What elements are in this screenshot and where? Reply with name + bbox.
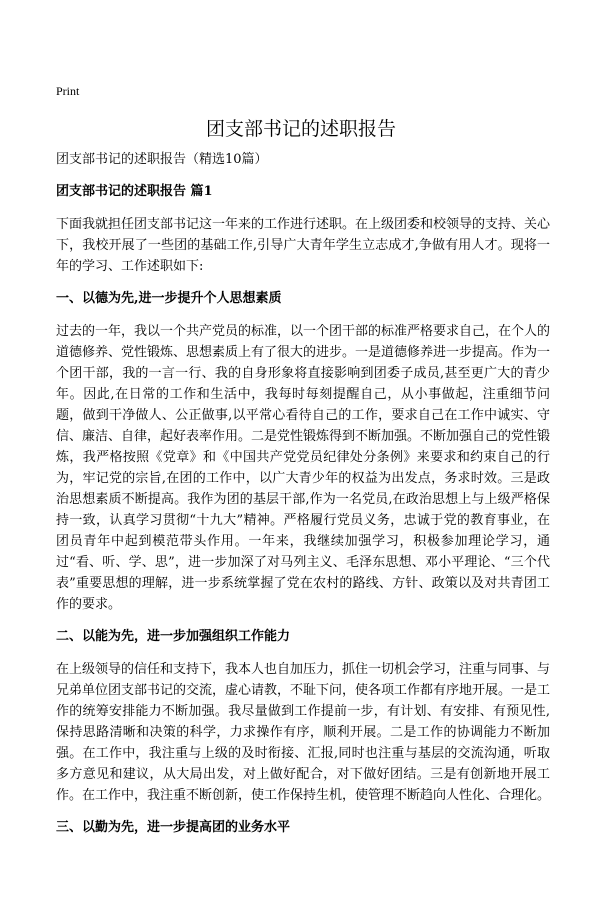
section-heading-3: 三、以勤为先，进一步提高团的业务水平 [56, 820, 291, 835]
document-content [56, 150, 550, 850]
print-label: Print [56, 84, 80, 98]
article-heading: 团支部书记的述职报告 篇1 [56, 184, 213, 199]
intro-paragraph: 下面我就担任团支部书记这一年来的工作进行述职。在上级团委和校领导的支持、关心下，我校开展了一些团的基础工作,引导广大青年学生立志成才,争做有用人才。现将一年的学习、工作述职如下: [56, 217, 551, 274]
document-title: 团支部书记的述职报告 [205, 118, 396, 140]
section-body-2: 在上级领导的信任和支持下，我本人也自加压力，抓住一切机会学习，注重与同事、与兄弟单位团支部书记的交流，虚心请教，不耻下问，使各项工作都有序地开展。一是工作的统筹安排能力不断加强。我尽量做到工作提前一步，有计划、有安排、有预见性,保持思路清晰和决策的科学，力求操作有序，顺利开展。二是工作的协调能力不断加强。在工作中，我注重与上级的及时衔接、汇报,同时也注重与基层的交流沟通，听取多方意见和建议，从大局出发，对上做好配合，对下做好团结。三是有创新地开展工作。在工作中，我注重不断创新，使工作保持生机，使管理不断趋向人性化、合理化。 [56, 662, 551, 803]
section-heading-2: 二、以能为先，进一步加强组织工作能力 [56, 629, 291, 644]
section-body-1: 过去的一年，我以一个共产党员的标准，以一个团干部的标准严格要求自己，在个人的道德修养、党性锻炼、思想素质上有了很大的进步。一是道德修养进一步提高。作为一个团干部，我的一言一行、我的自身形象将直接影响到团委子成员,甚至更广大的青少年。因此,在日常的工作和生活中，我每时每刻提醒自己，从小事做起，注重细节问题，做到干净做人、公正做事,以平常心看待自己的工作，要求自己在工作中诚实、守信、廉洁、自律，起好表率作用。二是党性锻炼得到不断加强。不断加强自己的党性锻炼，我严格按照《党章》和《中国共产党党员纪律处分条例》来要求和约束自己的行为，牢记党的宗旨,在团的工作中，以广大青少年的权益为出发点，务求时效。三是政治思想素质不断提高。我作为团的基层干部,作为一名党员,在政治思想上与上级严格保持一致，认真学习贯彻“十九大”精神。严格履行党员义务，忠诚于党的教育事业，在团员青年中起到模范带头作用。一年来，我继续加强学习，积极参加理论学习，通过“看、听、学、思”，进一步加深了对马列主义、毛泽东思想、邓小平理论、“三个代表”重要思想的理解，进一步系统掌握了党在农村的路线、方针、政策以及对共青团工作的要求。 [56, 324, 551, 612]
document-subtitle: 团支部书记的述职报告（精选10篇） [56, 152, 268, 167]
section-heading-1: 一、以德为先,进一步提升个人思想素质 [56, 291, 282, 306]
